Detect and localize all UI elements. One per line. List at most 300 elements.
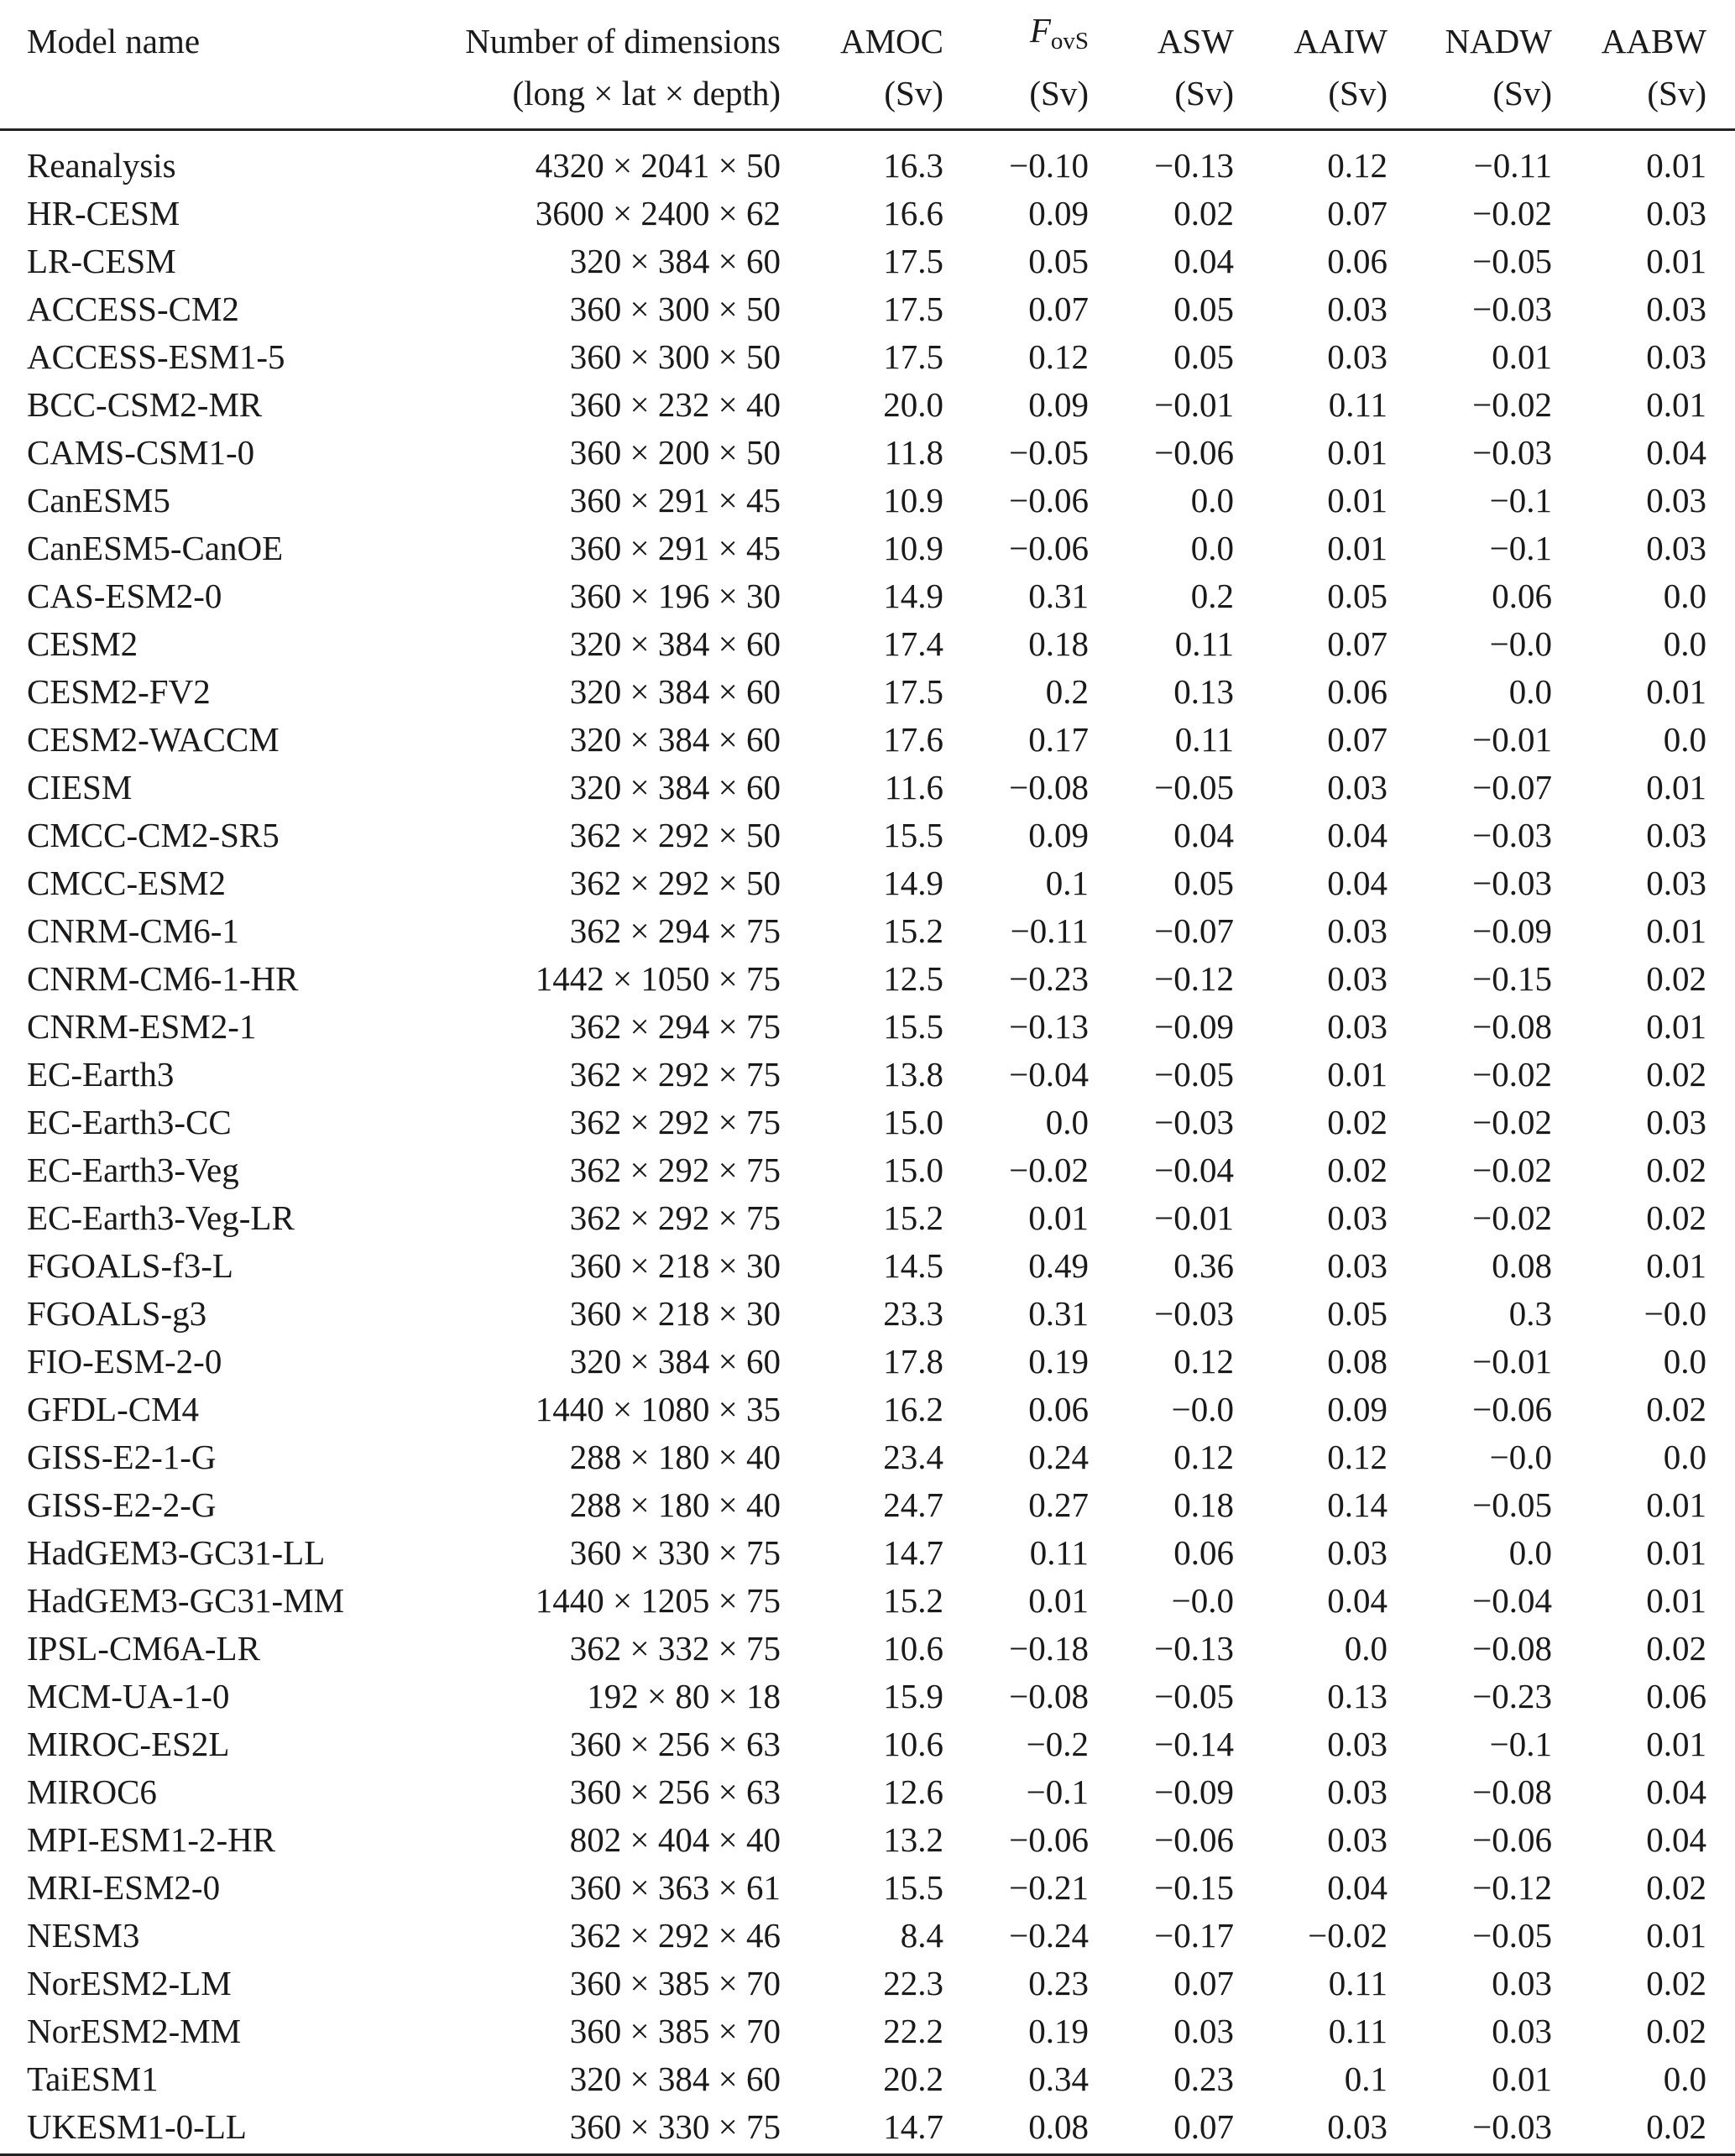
- unit-fovs: (Sv): [943, 60, 1089, 130]
- cell-amoc: 15.0: [883, 1103, 943, 1141]
- cell-asw: 0.02: [1173, 194, 1234, 232]
- cell-fovs: −0.06: [1009, 529, 1089, 567]
- cell-dims: 360 × 218 × 30: [569, 1294, 781, 1333]
- cell-model: HadGEM3-GC31-MM: [27, 1581, 345, 1620]
- cell-amoc: 14.5: [883, 1246, 943, 1285]
- unit-nadw: (Sv): [1387, 60, 1552, 130]
- cell-asw: 0.07: [1089, 2103, 1234, 2155]
- table-row: [0, 1768, 1735, 1816]
- cell-asw: −0.09: [1154, 1772, 1234, 1811]
- cell-asw: −0.05: [1154, 1677, 1234, 1715]
- header-aabw: AABW: [1601, 22, 1706, 60]
- table-row: [0, 1720, 1735, 1768]
- cell-dims: 362 × 292 × 75: [569, 1198, 781, 1237]
- table-row: [0, 764, 1735, 812]
- cell-nadw: −0.08: [1472, 1007, 1552, 1046]
- cell-amoc: 15.5: [883, 816, 943, 854]
- header-nadw: NADW: [1445, 22, 1552, 60]
- table-row: [0, 381, 1735, 429]
- header-row-labels: [0, 0, 1735, 60]
- cell-fovs: −0.05: [1009, 433, 1089, 472]
- cell-amoc: 14.7: [781, 2103, 943, 2155]
- unit-amoc: (Sv): [781, 60, 943, 130]
- cell-asw: 0.06: [1173, 1533, 1234, 1572]
- cell-amoc: 16.2: [883, 1390, 943, 1428]
- cell-dims: 360 × 218 × 30: [569, 1246, 781, 1285]
- cell-nadw: 0.03: [1492, 1964, 1552, 2002]
- header-row-units: [0, 60, 1735, 130]
- cell-model: CESM2-FV2: [27, 672, 211, 711]
- cell-dims: 360 × 200 × 50: [569, 433, 781, 472]
- cell-dims: 362 × 294 × 75: [569, 1007, 781, 1046]
- cell-aabw: 0.01: [1646, 1485, 1706, 1524]
- cell-asw: 0.12: [1173, 1342, 1234, 1381]
- cell-amoc: 11.6: [884, 768, 943, 807]
- cell-aaiw: 0.03: [1234, 2103, 1387, 2155]
- cell-dims: 802 × 404 × 40: [569, 1820, 781, 1859]
- cell-asw: −0.06: [1154, 1820, 1234, 1859]
- cell-model: CanESM5-CanOE: [27, 529, 284, 567]
- cell-fovs: 0.27: [1028, 1485, 1089, 1524]
- cell-dims: 362 × 294 × 75: [569, 911, 781, 950]
- cell-aaiw: 0.08: [1327, 1342, 1387, 1381]
- cell-nadw: −0.15: [1472, 959, 1552, 998]
- cell-fovs: −0.02: [1009, 1151, 1089, 1189]
- cell-fovs: 0.06: [1028, 1390, 1089, 1428]
- cell-aabw: 0.02: [1646, 1629, 1706, 1668]
- cell-nadw: −0.23: [1472, 1677, 1552, 1715]
- cell-model: EC-Earth3-Veg-LR: [27, 1198, 295, 1237]
- table-row: [0, 2055, 1735, 2103]
- cell-amoc: 23.3: [883, 1294, 943, 1333]
- cell-amoc: 17.5: [883, 242, 943, 280]
- header-asw: ASW: [1157, 22, 1234, 60]
- cell-amoc: 17.8: [883, 1342, 943, 1381]
- cell-aabw: 0.01: [1646, 1246, 1706, 1285]
- table-row: [0, 130, 1735, 191]
- cell-aaiw: 0.04: [1327, 816, 1387, 854]
- cell-amoc: 16.3: [883, 146, 943, 185]
- table-row: [0, 333, 1735, 381]
- header-model-name: Model name: [27, 22, 201, 60]
- cell-nadw: −0.08: [1472, 1629, 1552, 1668]
- cell-amoc: 14.9: [883, 577, 943, 615]
- cell-asw: 0.04: [1173, 816, 1234, 854]
- table-row: [0, 1051, 1735, 1099]
- cell-aabw: 0.02: [1646, 959, 1706, 998]
- cell-asw: 0.18: [1173, 1485, 1234, 1524]
- cell-amoc: 17.5: [883, 337, 943, 376]
- cell-asw: −0.0: [1171, 1581, 1234, 1620]
- cell-model: HadGEM3-GC31-LL: [27, 1533, 326, 1572]
- cell-aaiw: 0.01: [1327, 1055, 1387, 1094]
- cell-asw: −0.15: [1154, 1868, 1234, 1907]
- cell-nadw: 0.01: [1492, 337, 1552, 376]
- cell-fovs: 0.0: [1045, 1103, 1089, 1141]
- cell-amoc: 15.5: [883, 1007, 943, 1046]
- table-row: [0, 1433, 1735, 1481]
- cell-aabw: 0.04: [1646, 1820, 1706, 1859]
- fovs-symbol: F: [1029, 11, 1051, 50]
- table-row: [0, 572, 1735, 620]
- cell-nadw: −0.05: [1472, 242, 1552, 280]
- cell-fovs: 0.2: [1045, 672, 1089, 711]
- cell-model: MCM-UA-1-0: [27, 1677, 230, 1715]
- cell-fovs: 0.07: [1028, 290, 1089, 328]
- cell-dims: 360 × 330 × 75: [569, 1533, 781, 1572]
- header-fovs: [943, 0, 1089, 60]
- cell-aaiw: 0.01: [1327, 529, 1387, 567]
- cell-fovs: −0.04: [1009, 1055, 1089, 1094]
- cell-asw: −0.07: [1154, 911, 1234, 950]
- header-dimensions: Number of dimensions: [465, 22, 781, 60]
- cell-nadw: −0.02: [1472, 1103, 1552, 1141]
- cell-dims: 362 × 292 × 75: [569, 1055, 781, 1094]
- cell-aabw: 0.04: [1646, 1772, 1706, 1811]
- cell-amoc: 15.2: [883, 1198, 943, 1237]
- cell-aabw: 0.0: [1663, 2059, 1706, 2098]
- cell-amoc: 17.5: [883, 290, 943, 328]
- cell-aaiw: 0.12: [1327, 146, 1387, 185]
- fovs-subscript: ovS: [1050, 28, 1089, 55]
- cell-dims: 1440 × 1205 × 75: [535, 1581, 781, 1620]
- cell-nadw: −0.02: [1472, 1055, 1552, 1094]
- cell-amoc: 8.4: [900, 1916, 943, 1955]
- cell-fovs: 0.17: [1028, 720, 1089, 759]
- cell-asw: 0.05: [1173, 290, 1234, 328]
- cell-asw: 0.07: [1173, 1964, 1234, 2002]
- cell-fovs: −0.10: [1009, 146, 1089, 185]
- cell-aaiw: 0.02: [1327, 1103, 1387, 1141]
- table-row: [0, 812, 1735, 859]
- cell-aabw: 0.01: [1646, 672, 1706, 711]
- cell-asw: −0.05: [1154, 1055, 1234, 1094]
- cell-model: MIROC-ES2L: [27, 1725, 230, 1763]
- cell-dims: 360 × 196 × 30: [569, 577, 781, 615]
- cell-model: CESM2: [27, 624, 138, 663]
- table-row: [0, 1290, 1735, 1338]
- cell-dims: 320 × 384 × 60: [569, 720, 781, 759]
- cell-fovs: −0.24: [1009, 1916, 1089, 1955]
- cell-aabw: 0.04: [1646, 433, 1706, 472]
- cell-aaiw: 0.03: [1327, 1820, 1387, 1859]
- cell-aabw: 0.02: [1646, 1151, 1706, 1189]
- cell-nadw: 0.01: [1492, 2059, 1552, 2098]
- cell-aabw: 0.01: [1646, 385, 1706, 424]
- cell-amoc: 10.9: [883, 529, 943, 567]
- cell-aaiw: 0.01: [1327, 433, 1387, 472]
- cell-fovs: 0.12: [1028, 337, 1089, 376]
- cell-asw: 0.04: [1173, 242, 1234, 280]
- table-row: [0, 1003, 1735, 1051]
- cell-fovs: 0.31: [1028, 1294, 1089, 1333]
- cell-amoc: 15.0: [883, 1151, 943, 1189]
- cell-nadw: −0.01: [1472, 1342, 1552, 1381]
- unit-asw: (Sv): [1089, 60, 1234, 130]
- cell-fovs: −0.06: [1009, 1820, 1089, 1859]
- cell-aabw: 0.02: [1646, 2012, 1706, 2050]
- table-row: [0, 1242, 1735, 1290]
- table-row: [0, 955, 1735, 1003]
- cell-model: GISS-E2-1-G: [27, 1438, 217, 1476]
- cell-nadw: −0.12: [1472, 1868, 1552, 1907]
- cell-nadw: 0.03: [1492, 2012, 1552, 2050]
- cell-dims: 320 × 384 × 60: [569, 672, 781, 711]
- cell-fovs: 0.11: [1029, 1533, 1089, 1572]
- cell-model: CanESM5: [27, 481, 170, 519]
- cell-dims: 362 × 292 × 50: [569, 864, 781, 902]
- cell-fovs: −0.11: [1010, 911, 1089, 950]
- cell-aaiw: 0.03: [1327, 911, 1387, 950]
- cell-dims: 362 × 332 × 75: [569, 1629, 781, 1668]
- cell-amoc: 12.5: [883, 959, 943, 998]
- cell-model: CIESM: [27, 768, 133, 807]
- cell-aaiw: 0.06: [1327, 242, 1387, 280]
- cell-aabw: 0.0: [1663, 1438, 1706, 1476]
- cell-aaiw: 0.03: [1327, 1772, 1387, 1811]
- cell-nadw: −0.0: [1489, 1438, 1552, 1476]
- cell-asw: 0.23: [1173, 2059, 1234, 2098]
- table-row: [0, 285, 1735, 333]
- cell-amoc: 10.9: [883, 481, 943, 519]
- cell-model: NESM3: [27, 1916, 140, 1955]
- cell-amoc: 22.3: [883, 1964, 943, 2002]
- cell-aaiw: 0.07: [1327, 624, 1387, 663]
- cell-aabw: 0.01: [1646, 1007, 1706, 1046]
- cell-model: EC-Earth3-Veg: [27, 1151, 239, 1189]
- cell-model: BCC-CSM2-MR: [27, 385, 263, 424]
- table-row: [0, 1577, 1735, 1625]
- cell-aabw: 0.01: [1646, 768, 1706, 807]
- table-row: [0, 1099, 1735, 1146]
- cell-amoc: 15.9: [883, 1677, 943, 1715]
- cell-nadw: −0.09: [1472, 911, 1552, 950]
- cell-amoc: 15.5: [883, 1868, 943, 1907]
- cell-model: CESM2-WACCM: [27, 720, 280, 759]
- cell-aabw: 0.02: [1646, 1198, 1706, 1237]
- cell-dims: 362 × 292 × 75: [569, 1103, 781, 1141]
- cell-aaiw: 0.03: [1327, 768, 1387, 807]
- cell-aaiw: 0.05: [1327, 577, 1387, 615]
- cell-fovs: 0.01: [1028, 1198, 1089, 1237]
- cell-fovs: −0.08: [1009, 1677, 1089, 1715]
- table-row: [0, 238, 1735, 285]
- cell-asw: −0.04: [1154, 1151, 1234, 1189]
- unit-aabw: (Sv): [1552, 60, 1735, 130]
- table-row: [0, 1625, 1735, 1673]
- cell-amoc: 23.4: [883, 1438, 943, 1476]
- cell-dims: 320 × 384 × 60: [569, 2059, 781, 2098]
- table-row: [0, 1912, 1735, 1960]
- cell-fovs: 0.18: [1028, 624, 1089, 663]
- cell-aabw: 0.02: [1646, 1868, 1706, 1907]
- table-row: [0, 859, 1735, 907]
- cell-dims: 320 × 384 × 60: [569, 242, 781, 280]
- cell-aaiw: 0.04: [1327, 864, 1387, 902]
- cell-aabw: 0.02: [1646, 1964, 1706, 2002]
- cell-nadw: −0.02: [1472, 1151, 1552, 1189]
- table-row: [0, 1338, 1735, 1386]
- cell-model: FGOALS-g3: [27, 1294, 207, 1333]
- cell-aaiw: 0.03: [1327, 1007, 1387, 1046]
- cell-aaiw: 0.03: [1327, 1725, 1387, 1763]
- table-row: [0, 620, 1735, 668]
- table-row: [0, 716, 1735, 764]
- table-header: [0, 0, 1735, 130]
- cell-nadw: 0.0: [1508, 672, 1552, 711]
- cell-aaiw: 0.05: [1327, 1294, 1387, 1333]
- cell-fovs: 0.23: [1028, 1964, 1089, 2002]
- cell-aaiw: 0.04: [1327, 1868, 1387, 1907]
- cell-dims: 288 × 180 × 40: [569, 1485, 781, 1524]
- cell-aaiw: 0.0: [1344, 1629, 1387, 1668]
- cell-asw: 0.11: [1174, 720, 1234, 759]
- cell-aaiw: 0.03: [1327, 959, 1387, 998]
- table-row: [0, 1864, 1735, 1912]
- cell-dims: 360 × 291 × 45: [569, 481, 781, 519]
- table-row: [0, 1673, 1735, 1720]
- cell-nadw: −0.11: [1473, 146, 1552, 185]
- cell-amoc: 11.8: [884, 433, 943, 472]
- cell-amoc: 17.6: [883, 720, 943, 759]
- cell-aabw: 0.06: [1646, 1677, 1706, 1715]
- cell-dims: 360 × 300 × 50: [569, 290, 781, 328]
- cell-dims: 362 × 292 × 50: [569, 816, 781, 854]
- cell-amoc: 17.4: [883, 624, 943, 663]
- cell-aaiw: 0.11: [1328, 2012, 1387, 2050]
- cell-asw: 0.13: [1173, 672, 1234, 711]
- cell-amoc: 15.2: [883, 1581, 943, 1620]
- cell-nadw: −0.03: [1472, 864, 1552, 902]
- cell-nadw: −0.02: [1472, 194, 1552, 232]
- cell-model: FIO-ESM-2-0: [27, 1342, 222, 1381]
- table-row: [0, 1386, 1735, 1433]
- cell-aabw: 0.02: [1646, 1390, 1706, 1428]
- cell-asw: 0.05: [1173, 864, 1234, 902]
- cell-fovs: −0.1: [1026, 1772, 1089, 1811]
- cell-asw: −0.14: [1154, 1725, 1234, 1763]
- cell-nadw: −0.03: [1472, 816, 1552, 854]
- cell-asw: −0.09: [1154, 1007, 1234, 1046]
- table-row: [0, 477, 1735, 525]
- cell-fovs: 0.01: [1028, 1581, 1089, 1620]
- cell-asw: 0.03: [1173, 2012, 1234, 2050]
- cell-dims: 360 × 256 × 63: [569, 1772, 781, 1811]
- cell-aaiw: 0.13: [1327, 1677, 1387, 1715]
- cell-aaiw: 0.03: [1327, 1198, 1387, 1237]
- cell-amoc: 10.6: [883, 1629, 943, 1668]
- table-row: [0, 668, 1735, 716]
- cell-dims: 320 × 384 × 60: [569, 1342, 781, 1381]
- cell-amoc: 22.2: [883, 2012, 943, 2050]
- cell-model: CAS-ESM2-0: [27, 577, 222, 615]
- cell-amoc: 17.5: [883, 672, 943, 711]
- cell-nadw: −0.01: [1472, 720, 1552, 759]
- cell-model: Reanalysis: [27, 146, 176, 185]
- header-model-name-blank: [0, 60, 395, 130]
- cell-dims: 4320 × 2041 × 50: [535, 146, 781, 185]
- cell-amoc: 24.7: [883, 1485, 943, 1524]
- cell-amoc: 16.6: [883, 194, 943, 232]
- cell-model: IPSL-CM6A-LR: [27, 1629, 260, 1668]
- table-row: [0, 1481, 1735, 1529]
- cell-nadw: 0.0: [1508, 1533, 1552, 1572]
- cell-fovs: 0.24: [1028, 1438, 1089, 1476]
- cell-aaiw: 0.03: [1327, 290, 1387, 328]
- cell-nadw: −0.1: [1489, 481, 1552, 519]
- cell-asw: −0.13: [1154, 146, 1234, 185]
- table-row: [0, 190, 1735, 238]
- cell-model: CNRM-CM6-1-HR: [27, 959, 299, 998]
- cell-amoc: 13.8: [883, 1055, 943, 1094]
- cell-asw: −0.03: [1154, 1294, 1234, 1333]
- cell-dims: 360 × 363 × 61: [569, 1868, 781, 1907]
- cell-asw: 0.0: [1190, 529, 1234, 567]
- cell-aabw: 0.03: [1646, 816, 1706, 854]
- cell-asw: 0.0: [1190, 481, 1234, 519]
- cell-model: LR-CESM: [27, 242, 176, 280]
- cell-model: EC-Earth3-CC: [27, 1103, 232, 1141]
- cell-aabw: 0.01: [1646, 1581, 1706, 1620]
- cell-asw: −0.01: [1154, 385, 1234, 424]
- cell-model: TaiESM1: [27, 2059, 159, 2098]
- cell-asw: −0.03: [1154, 1103, 1234, 1141]
- header-amoc: AMOC: [839, 22, 943, 60]
- cell-asw: 0.2: [1190, 577, 1234, 615]
- cell-model: CAMS-CSM1-0: [27, 433, 255, 472]
- cell-dims: 360 × 256 × 63: [569, 1725, 781, 1763]
- cell-fovs: −0.23: [1009, 959, 1089, 998]
- cell-model: CMCC-CM2-SR5: [27, 816, 280, 854]
- cell-dims: 192 × 80 × 18: [587, 1677, 781, 1715]
- cell-aaiw: 0.04: [1327, 1581, 1387, 1620]
- cell-asw: −0.12: [1154, 959, 1234, 998]
- cell-fovs: −0.2: [1026, 1725, 1089, 1763]
- unit-aaiw: (Sv): [1234, 60, 1387, 130]
- cell-aabw: 0.01: [1646, 1725, 1706, 1763]
- cell-model: CNRM-ESM2-1: [27, 1007, 257, 1046]
- table-row: [0, 429, 1735, 477]
- cell-aabw: 0.02: [1646, 1055, 1706, 1094]
- cell-nadw: −0.07: [1472, 768, 1552, 807]
- cell-nadw: 0.3: [1508, 1294, 1552, 1333]
- cell-nadw: −0.06: [1472, 1390, 1552, 1428]
- cell-dims: 362 × 292 × 75: [569, 1151, 781, 1189]
- cell-fovs: 0.31: [1028, 577, 1089, 615]
- cell-aaiw: 0.03: [1327, 1533, 1387, 1572]
- cell-nadw: −0.04: [1472, 1581, 1552, 1620]
- cell-asw: −0.06: [1154, 433, 1234, 472]
- table-row: [0, 525, 1735, 572]
- cell-dims: 1440 × 1080 × 35: [535, 1390, 781, 1428]
- cell-fovs: 0.1: [1045, 864, 1089, 902]
- table-row: [0, 907, 1735, 955]
- cell-dims: 360 × 232 × 40: [569, 385, 781, 424]
- cell-fovs: −0.08: [1009, 768, 1089, 807]
- cell-dims: 360 × 385 × 70: [569, 1964, 781, 2002]
- cell-aaiw: 0.06: [1327, 672, 1387, 711]
- cell-nadw: −0.02: [1472, 385, 1552, 424]
- cell-amoc: 20.2: [883, 2059, 943, 2098]
- cell-aaiw: 0.14: [1327, 1485, 1387, 1524]
- cell-fovs: 0.09: [1028, 385, 1089, 424]
- cell-amoc: 14.9: [883, 864, 943, 902]
- cell-aaiw: 0.12: [1327, 1438, 1387, 1476]
- cell-fovs: −0.13: [1009, 1007, 1089, 1046]
- cell-fovs: 0.19: [1028, 2012, 1089, 2050]
- cell-asw: −0.0: [1171, 1390, 1234, 1428]
- cell-amoc: 12.6: [883, 1772, 943, 1811]
